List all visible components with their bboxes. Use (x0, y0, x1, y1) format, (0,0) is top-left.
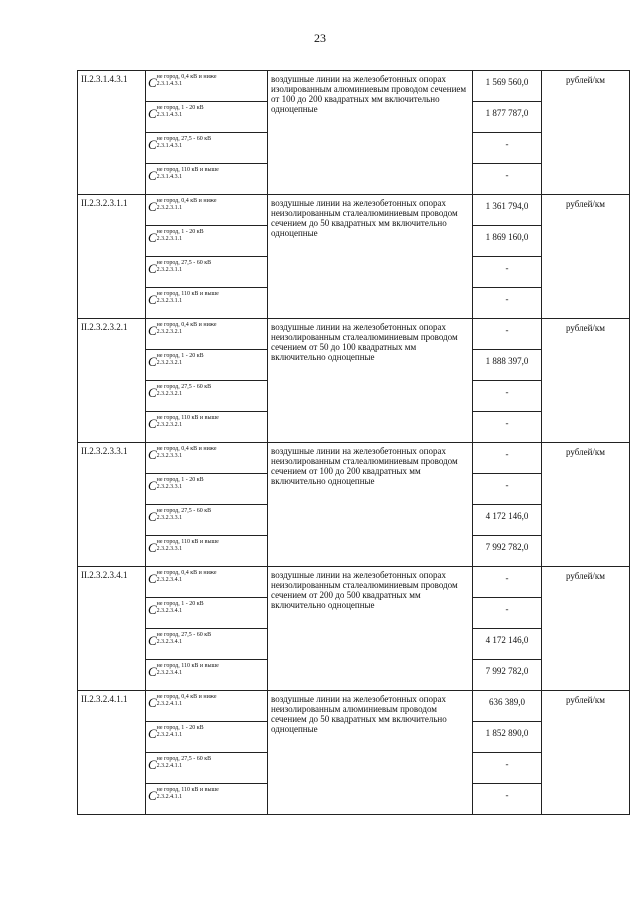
rate-symbol: C (148, 199, 157, 214)
rate-value: 1 361 794,0 (473, 195, 542, 226)
voltage-category: не город, 0,4 кВ и ниже (156, 322, 217, 328)
rate-value: - (473, 567, 542, 598)
rate-label (146, 629, 268, 660)
voltage-category: не город, 1 - 20 кВ (156, 601, 204, 607)
voltage-category: не город, 27,5 - 60 кВ (156, 756, 212, 762)
rate-index: 2.3.2.3.3.1 (156, 453, 183, 459)
rate-code: II.2.3.2.4.1.1 (78, 691, 146, 815)
rate-label (146, 412, 268, 443)
rate-value: 1 569 560,0 (473, 71, 542, 102)
rate-symbol: C (148, 106, 157, 121)
rate-value: - (473, 412, 542, 443)
rate-label (146, 598, 268, 629)
rate-value: 7 992 782,0 (473, 536, 542, 567)
table-row (78, 71, 630, 102)
rate-value: 1 869 160,0 (473, 226, 542, 257)
voltage-category: не город, 0,4 кВ и ниже (156, 446, 217, 452)
rate-value: - (473, 753, 542, 784)
rate-value: - (473, 784, 542, 815)
line-description: воздушные линии на железобетонных опорах неизолированным сталеалюминиевым проводом сечением до 50 квадратных мм включительно одноцепные (268, 195, 473, 319)
rate-unit: рублей/км (542, 691, 630, 815)
rate-index: 2.3.1.4.3.1 (156, 112, 183, 118)
rate-label (146, 505, 268, 536)
rate-label (146, 319, 268, 350)
rate-index: 2.3.2.3.2.1 (156, 391, 183, 397)
rate-label (146, 71, 268, 102)
rate-label (146, 691, 268, 722)
rate-index: 2.3.2.4.1.1 (156, 701, 183, 707)
table-row (78, 691, 630, 722)
voltage-category: не город, 27,5 - 60 кВ (156, 136, 212, 142)
rate-index: 2.3.2.3.4.1 (156, 639, 183, 645)
rate-code: II.2.3.1.4.3.1 (78, 71, 146, 195)
rate-code: II.2.3.2.3.1.1 (78, 195, 146, 319)
rate-value: - (473, 133, 542, 164)
rate-value: - (473, 381, 542, 412)
rate-value: 1 877 787,0 (473, 102, 542, 133)
voltage-category: не город, 1 - 20 кВ (156, 353, 204, 359)
rate-symbol: C (148, 695, 157, 710)
rate-value: 4 172 146,0 (473, 629, 542, 660)
rate-index: 2.3.1.4.3.1 (156, 143, 183, 149)
voltage-category: не город, 1 - 20 кВ (156, 725, 204, 731)
rate-label (146, 133, 268, 164)
rate-index: 2.3.2.3.2.1 (156, 360, 183, 366)
rate-value: 636 389,0 (473, 691, 542, 722)
table-row (78, 195, 630, 226)
line-description: воздушные линии на железобетонных опорах неизолированным сталеалюминиевым проводом сечением от 100 до 200 квадратных мм включительно одноцепные (268, 443, 473, 567)
rate-label (146, 288, 268, 319)
voltage-category: не город, 110 кВ и выше (156, 415, 219, 421)
rate-index: 2.3.2.3.4.1 (156, 608, 183, 614)
rate-index: 2.3.2.3.1.1 (156, 236, 183, 242)
rate-value: 1 888 397,0 (473, 350, 542, 381)
rate-label (146, 660, 268, 691)
rate-index: 2.3.2.3.1.1 (156, 298, 183, 304)
line-description: воздушные линии на железобетонных опорах неизолированным сталеалюминиевым проводом сечением от 50 до 100 квадратных мм включительно одноцепные (268, 319, 473, 443)
rate-unit: рублей/км (542, 71, 630, 195)
voltage-category: не город, 27,5 - 60 кВ (156, 260, 212, 266)
voltage-category: не город, 1 - 20 кВ (156, 229, 204, 235)
voltage-category: не город, 0,4 кВ и ниже (156, 570, 217, 576)
rate-index: 2.3.1.4.3.1 (156, 81, 183, 87)
rate-symbol: C (148, 261, 157, 276)
rate-unit: рублей/км (542, 443, 630, 567)
page-number: 23 (314, 31, 326, 45)
tariff-table (77, 70, 630, 815)
voltage-category: не город, 1 - 20 кВ (156, 105, 204, 111)
voltage-category: не город, 1 - 20 кВ (156, 477, 204, 483)
rate-symbol: C (148, 354, 157, 369)
table-row (78, 567, 630, 598)
rate-code: II.2.3.2.3.3.1 (78, 443, 146, 567)
rate-symbol: C (148, 385, 157, 400)
rate-symbol: C (148, 447, 157, 462)
voltage-category: не город, 110 кВ и выше (156, 167, 219, 173)
rate-symbol: C (148, 726, 157, 741)
voltage-category: не город, 27,5 - 60 кВ (156, 384, 212, 390)
rate-symbol: C (148, 75, 157, 90)
rate-value: - (473, 164, 542, 195)
rate-value: - (473, 443, 542, 474)
voltage-category: не город, 110 кВ и выше (156, 539, 219, 545)
rate-label (146, 722, 268, 753)
rate-index: 2.3.2.3.3.1 (156, 484, 183, 490)
rate-index: 2.3.2.3.2.1 (156, 329, 183, 335)
voltage-category: не город, 27,5 - 60 кВ (156, 508, 212, 514)
rate-label (146, 567, 268, 598)
rate-index: 2.3.2.3.3.1 (156, 546, 183, 552)
rate-value: - (473, 288, 542, 319)
rate-label (146, 257, 268, 288)
rate-label (146, 381, 268, 412)
rate-unit: рублей/км (542, 319, 630, 443)
rate-index: 2.3.1.4.3.1 (156, 174, 183, 180)
rate-symbol: C (148, 788, 157, 803)
line-description: воздушные линии на железобетонных опорах неизолированным сталеалюминиевым проводом сечением от 200 до 500 квадратных мм включительно одноцепные (268, 567, 473, 691)
voltage-category: не город, 0,4 кВ и ниже (156, 694, 217, 700)
rate-label (146, 443, 268, 474)
rate-symbol: C (148, 292, 157, 307)
rate-symbol: C (148, 509, 157, 524)
rate-label (146, 102, 268, 133)
voltage-category: не город, 110 кВ и выше (156, 663, 219, 669)
rate-label (146, 164, 268, 195)
rate-symbol: C (148, 664, 157, 679)
rate-symbol: C (148, 757, 157, 772)
rate-label (146, 474, 268, 505)
rate-label (146, 753, 268, 784)
rate-index: 2.3.2.3.4.1 (156, 577, 183, 583)
rate-symbol: C (148, 323, 157, 338)
rate-label (146, 536, 268, 567)
rate-value: 7 992 782,0 (473, 660, 542, 691)
rate-index: 2.3.2.3.1.1 (156, 267, 183, 273)
rate-value: 4 172 146,0 (473, 505, 542, 536)
rate-index: 2.3.2.3.3.1 (156, 515, 183, 521)
rate-value: - (473, 257, 542, 288)
rate-symbol: C (148, 602, 157, 617)
rate-value: 1 852 890,0 (473, 722, 542, 753)
rate-index: 2.3.2.4.1.1 (156, 794, 183, 800)
rate-symbol: C (148, 571, 157, 586)
rate-label (146, 195, 268, 226)
rate-unit: рублей/км (542, 567, 630, 691)
table-row (78, 443, 630, 474)
rate-value: - (473, 319, 542, 350)
rate-code: II.2.3.2.3.4.1 (78, 567, 146, 691)
rate-symbol: C (148, 633, 157, 648)
voltage-category: не город, 0,4 кВ и ниже (156, 198, 217, 204)
rate-index: 2.3.2.3.1.1 (156, 205, 183, 211)
voltage-category: не город, 0,4 кВ и ниже (156, 74, 217, 80)
rate-label (146, 350, 268, 381)
rate-unit: рублей/км (542, 195, 630, 319)
rate-value: - (473, 598, 542, 629)
rate-symbol: C (148, 478, 157, 493)
voltage-category: не город, 110 кВ и выше (156, 291, 219, 297)
table-row (78, 319, 630, 350)
rate-index: 2.3.2.3.4.1 (156, 670, 183, 676)
rate-index: 2.3.2.4.1.1 (156, 763, 183, 769)
line-description: воздушные линии на железобетонных опорах неизолированным алюминиевым проводом сечением до 50 квадратных мм включительно одноцепные (268, 691, 473, 815)
rate-symbol: C (148, 168, 157, 183)
line-description: воздушные линии на железобетонных опорах изолированным алюминиевым проводом сечением от 100 до 200 квадратных мм включительно одноцепные (268, 71, 473, 195)
rate-symbol: C (148, 230, 157, 245)
rate-value: - (473, 474, 542, 505)
voltage-category: не город, 27,5 - 60 кВ (156, 632, 212, 638)
rate-symbol: C (148, 540, 157, 555)
rate-index: 2.3.2.3.2.1 (156, 422, 183, 428)
rate-index: 2.3.2.4.1.1 (156, 732, 183, 738)
rate-symbol: C (148, 137, 157, 152)
rate-code: II.2.3.2.3.2.1 (78, 319, 146, 443)
rate-label (146, 784, 268, 815)
rate-symbol: C (148, 416, 157, 431)
voltage-category: не город, 110 кВ и выше (156, 787, 219, 793)
rate-label (146, 226, 268, 257)
